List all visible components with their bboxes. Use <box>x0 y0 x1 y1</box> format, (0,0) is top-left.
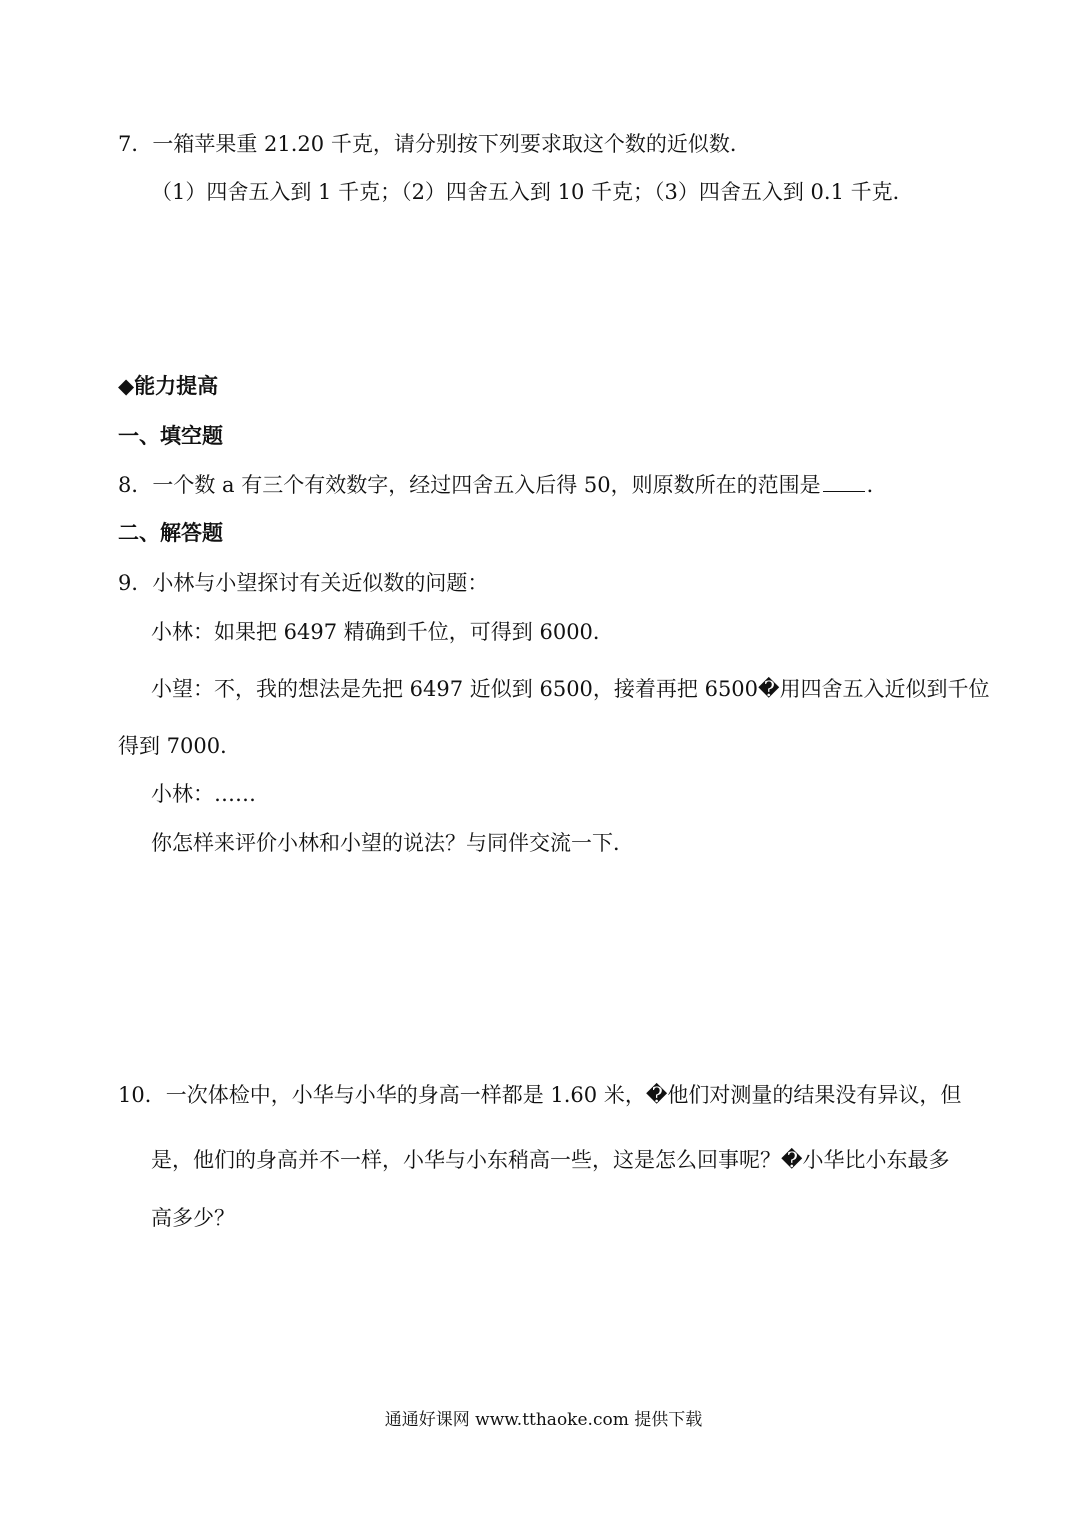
question-9-prompt: 你怎样来评价小林和小望的说法？与同伴交流一下． <box>151 831 634 855</box>
question-7-stem: 7．一箱苹果重 21.20 千克，请分别按下列要求取这个数的近似数． <box>118 132 751 156</box>
question-10-line-1: 10．一次体检中，小华与小华的身高一样都是 1.60 米，�他们对测量的结果没有异议，但 <box>118 1083 962 1107</box>
question-9-dialogue-3: 小林：…… <box>151 782 256 806</box>
question-9-stem: 9．小林与小望探讨有关近似数的问题： <box>118 571 489 595</box>
answer-blank[interactable] <box>823 473 865 492</box>
question-10-line-2: 是，他们的身高并不一样，小华与小东稍高一些，这是怎么回事呢？�小华比小东最多 <box>151 1148 950 1172</box>
question-10-line-3: 高多少？ <box>151 1206 235 1230</box>
question-9-dialogue-2-cont: 得到 7000． <box>118 734 242 758</box>
question-9-dialogue-2: 小望：不，我的想法是先把 6497 近似到 6500，接着再把 6500�用四舍五入近似到千位 <box>151 677 990 701</box>
fill-blank-heading: 一、填空题 <box>118 423 223 448</box>
page-footer: 通通好课网 www.tthaoke.com 提供下载 <box>384 1410 703 1430</box>
question-9-dialogue-1: 小林：如果把 6497 精确到千位，可得到 6000． <box>151 620 614 644</box>
question-8-stem: 8．一个数 a 有三个有效数字，经过四舍五入后得 50，则原数所在的范围是 <box>118 473 821 497</box>
question-7-parts: （1）四舍五入到 1 千克；（2）四舍五入到 10 千克；（3）四舍五入到 0.1 千克． <box>151 180 914 204</box>
question-8-end: ． <box>866 473 888 497</box>
section-title: ◆能力提高 <box>118 373 219 398</box>
answer-heading: 二、解答题 <box>118 520 223 545</box>
question-8 <box>118 471 888 499</box>
